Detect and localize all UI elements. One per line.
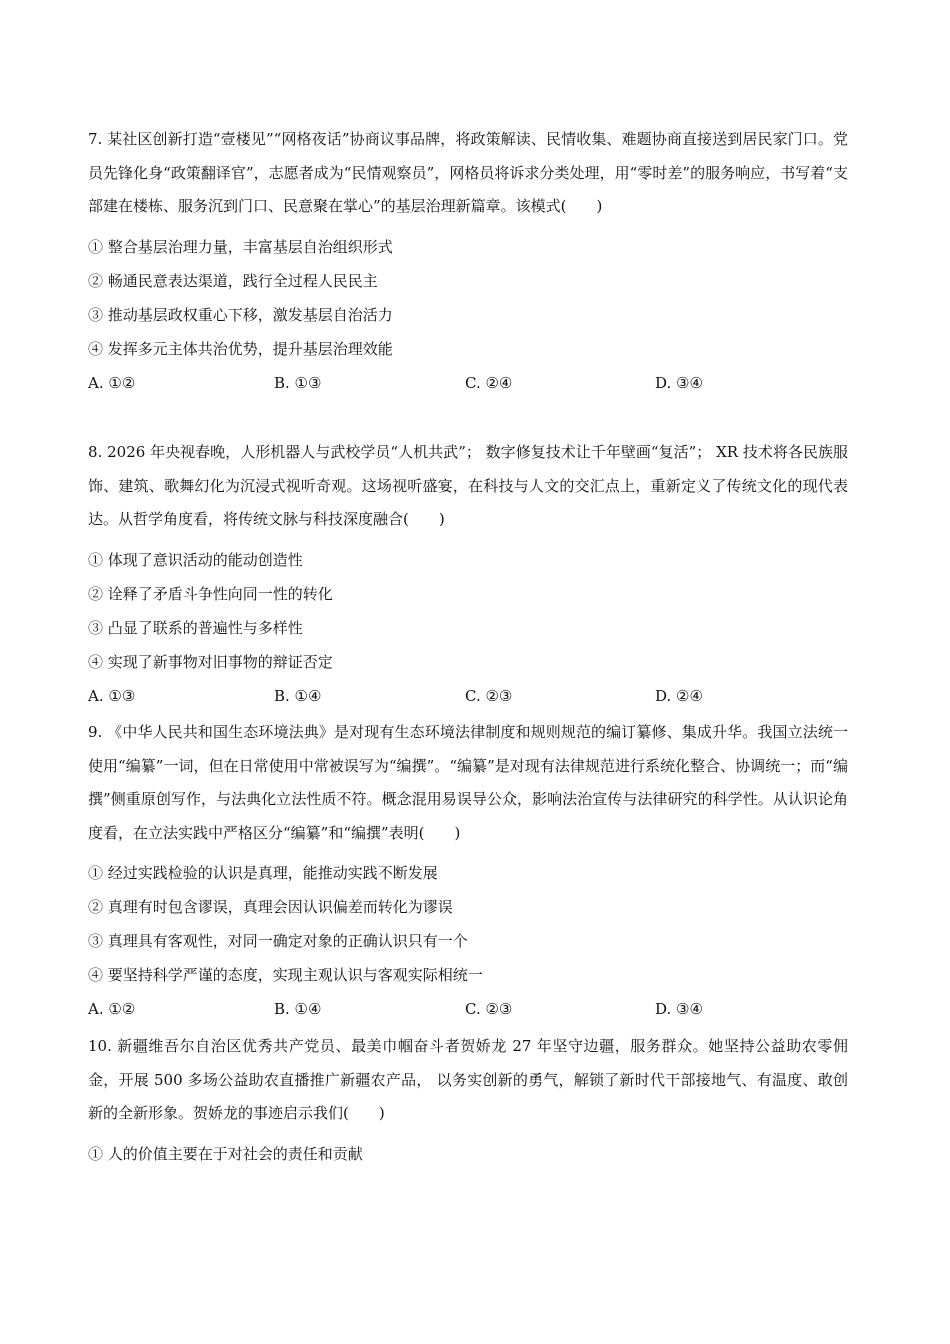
question-10 — [88, 1030, 848, 1171]
question-9 — [88, 716, 848, 1026]
answer-choice-a: A. ①② — [88, 1000, 136, 1018]
question-stem: 10. 新疆维吾尔自治区优秀共产党员、最美巾帼奋斗者贺娇龙 27 年坚守边疆，服务群众。她坚持公益助农零佣金，开展 500 多场公益助农直播推广新疆农产品， 以务实创新的勇气，解锁了新时代干部接地气、有温度、敢创新的全新形象。贺娇龙的事迹启示我们( ) — [88, 1037, 848, 1122]
option-item: ② 畅通民意表达渠道，践行全过程人民民主 — [88, 271, 378, 290]
answer-choice-d: D. ②④ — [655, 686, 703, 705]
answer-choice-d: D. ③④ — [655, 373, 703, 392]
question-8 — [88, 436, 848, 713]
answer-choices — [88, 366, 848, 400]
answer-choice-a: A. ①③ — [88, 686, 136, 705]
question-7 — [88, 123, 848, 400]
answer-choice-c: C. ②③ — [465, 1000, 513, 1018]
option-item: ③ 凸显了联系的普遍性与多样性 — [88, 618, 303, 637]
option-item: ③ 推动基层政权重心下移，激发基层自治活力 — [88, 305, 393, 324]
question-stem: 8. 2026 年央视春晚，人形机器人与武校学员“人机共武”； 数字修复技术让千年壁画“复活”； XR 技术将各民族服饰、建筑、歌舞幻化为沉浸式视听奇观。这场视听盛宴，在科技与人文的交汇点上，重新定义了传统文化的现代表达。从哲学角度看，将传统文脉与科技深度融合( ) — [88, 443, 848, 528]
answer-choices — [88, 679, 848, 713]
answer-choice-c: C. ②④ — [465, 373, 513, 392]
answer-choices — [88, 992, 848, 1026]
answer-choice-d: D. ③④ — [655, 1000, 703, 1018]
answer-choice-a: A. ①② — [88, 373, 136, 392]
option-item: ④ 实现了新事物对旧事物的辩证否定 — [88, 652, 333, 671]
question-stem: 9. 《中华人民共和国生态环境法典》是对现有生态环境法律制度和规则规范的编订纂修、集成升华。我国立法统一使用“编纂”一词，但在日常使用中常被误写为“编撰”。“编纂”是对现有法律规范进行系统化整合、协调统一；而“编撰”侧重原创写作，与法典化立法性质不符。概念混用易误导公众，影响法治宣传与法律研究的科学性。从认识论角度看，在立法实践中严格区分“编纂”和“编撰”表明( ) — [88, 723, 848, 842]
option-item: ④ 要坚持科学严谨的态度，实现主观认识与客观实际相统一 — [88, 966, 483, 984]
option-item: ④ 发挥多元主体共治优势，提升基层治理效能 — [88, 339, 393, 358]
option-item: ② 诠释了矛盾斗争性向同一性的转化 — [88, 584, 333, 603]
answer-choice-b: B. ①③ — [274, 373, 322, 392]
answer-choice-b: B. ①④ — [274, 1000, 322, 1018]
option-item: ① 体现了意识活动的能动创造性 — [88, 550, 303, 569]
question-stem: 7. 某社区创新打造“壹楼见”“网格夜话”协商议事品牌，将政策解读、民情收集、难题协商直接送到居民家门口。党员先锋化身“政策翻译官”，志愿者成为“民情观察员”，网格员将诉求分类处理，用“零时差”的服务响应，书写着“支部建在楼栋、服务沉到门口、民意聚在掌心”的基层治理新篇章。该模式( ) — [88, 130, 848, 215]
option-item: ② 真理有时包含谬误，真理会因认识偏差而转化为谬误 — [88, 898, 453, 916]
answer-choice-c: C. ②③ — [465, 686, 513, 705]
option-item: ① 人的价值主要在于对社会的责任和贡献 — [88, 1144, 363, 1163]
option-item: ① 经过实践检验的认识是真理，能推动实践不断发展 — [88, 864, 438, 882]
option-item: ① 整合基层治理力量，丰富基层自治组织形式 — [88, 237, 393, 256]
answer-choice-b: B. ①④ — [274, 686, 322, 705]
option-item: ③ 真理具有客观性，对同一确定对象的正确认识只有一个 — [88, 932, 468, 950]
